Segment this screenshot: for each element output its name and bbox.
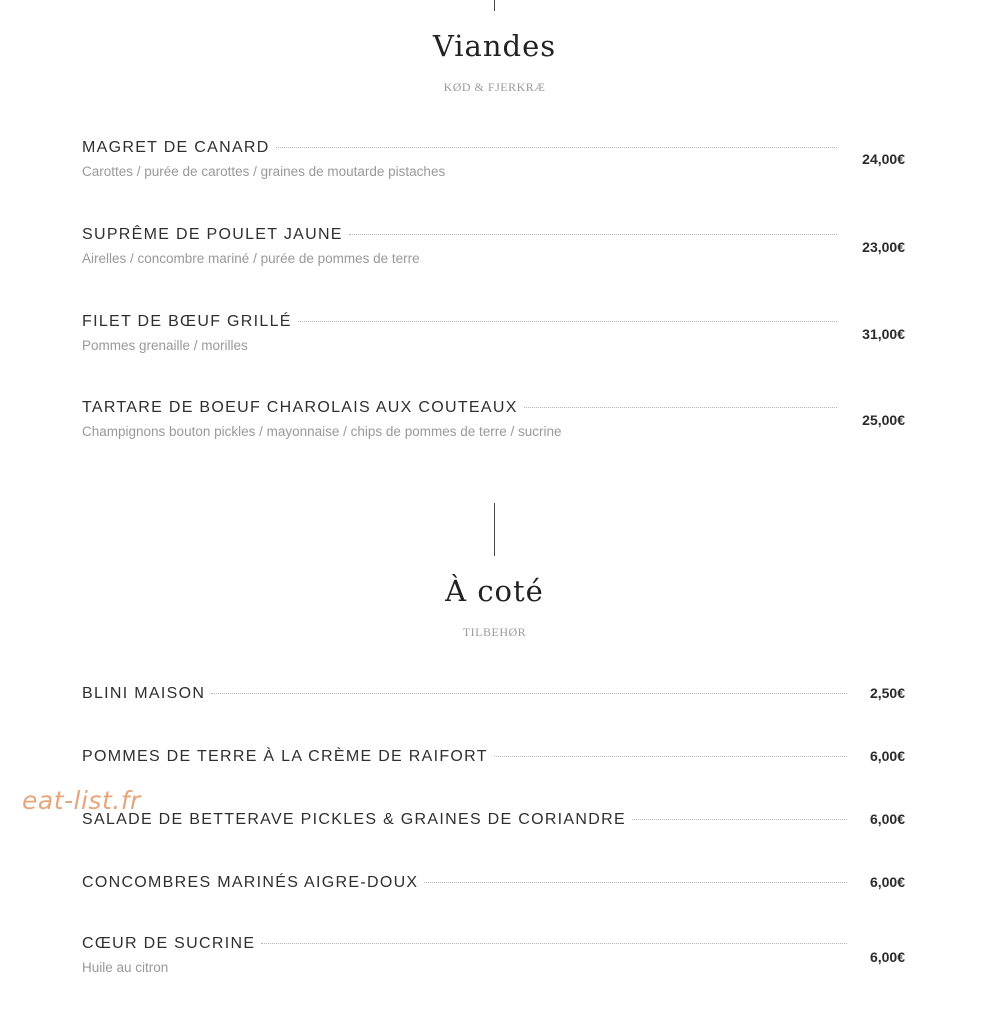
item-price: 31,00€ (862, 326, 905, 342)
menu-item-filet-boeuf (82, 313, 905, 353)
watermark-logo: eat-list.fr (22, 786, 141, 815)
item-price: 23,00€ (862, 239, 905, 255)
section-title-a-cote: À coté (445, 574, 544, 608)
section-divider-line (494, 503, 495, 556)
dot-leader (211, 693, 847, 694)
item-name: SALADE DE BETTERAVE PICKLES & GRAINES DE CORIANDRE (82, 811, 626, 828)
section-subtitle-viandes: KØD & FJERKRÆ (443, 80, 546, 94)
item-name: TARTARE DE BOEUF CHAROLAIS AUX COUTEAUX (82, 399, 518, 416)
dot-leader (261, 943, 847, 944)
item-price: 25,00€ (862, 412, 905, 428)
dot-leader (349, 234, 837, 235)
dot-leader (494, 756, 847, 757)
item-price: 24,00€ (862, 151, 905, 167)
menu-item-coeur-sucrine (82, 935, 905, 975)
menu-item-poulet (82, 226, 905, 266)
item-price: 2,50€ (869, 685, 905, 701)
dot-leader (424, 882, 847, 883)
item-name: FILET DE BŒUF GRILLÉ (82, 313, 292, 330)
dot-leader (298, 321, 837, 322)
top-divider-line (494, 0, 495, 11)
item-price: 6,00€ (869, 748, 905, 764)
section-title-viandes: Viandes (432, 29, 557, 63)
menu-item-pommes-raifort (82, 748, 905, 766)
dot-leader (632, 819, 847, 820)
item-price: 6,00€ (869, 874, 905, 890)
item-description: Champignons bouton pickles / mayonnaise / chips de pommes de terre / sucrine (82, 424, 562, 439)
menu-item-salade-betterave (82, 811, 905, 829)
menu-item-tartare (82, 399, 905, 439)
item-name: POMMES DE TERRE À LA CRÈME DE RAIFORT (82, 748, 488, 765)
item-name: CŒUR DE SUCRINE (82, 935, 256, 952)
menu-item-blini (82, 685, 905, 703)
item-price: 6,00€ (869, 811, 905, 827)
section-subtitle-a-cote: TILBEHØR (462, 625, 527, 639)
item-name: BLINI MAISON (82, 685, 206, 702)
dot-leader (276, 147, 837, 148)
menu-item-concombres (82, 874, 905, 892)
item-name: MAGRET DE CANARD (82, 139, 270, 156)
item-description: Pommes grenaille / morilles (82, 338, 248, 353)
item-description: Huile au citron (82, 960, 169, 975)
item-price: 6,00€ (869, 949, 905, 965)
dot-leader (524, 407, 837, 408)
item-name: SUPRÊME DE POULET JAUNE (82, 226, 343, 243)
item-name: CONCOMBRES MARINÉS AIGRE-DOUX (82, 874, 419, 891)
item-description: Airelles / concombre mariné / purée de pommes de terre (82, 251, 420, 266)
item-description: Carottes / purée de carottes / graines de moutarde pistaches (82, 164, 446, 179)
menu-item-magret (82, 139, 905, 179)
